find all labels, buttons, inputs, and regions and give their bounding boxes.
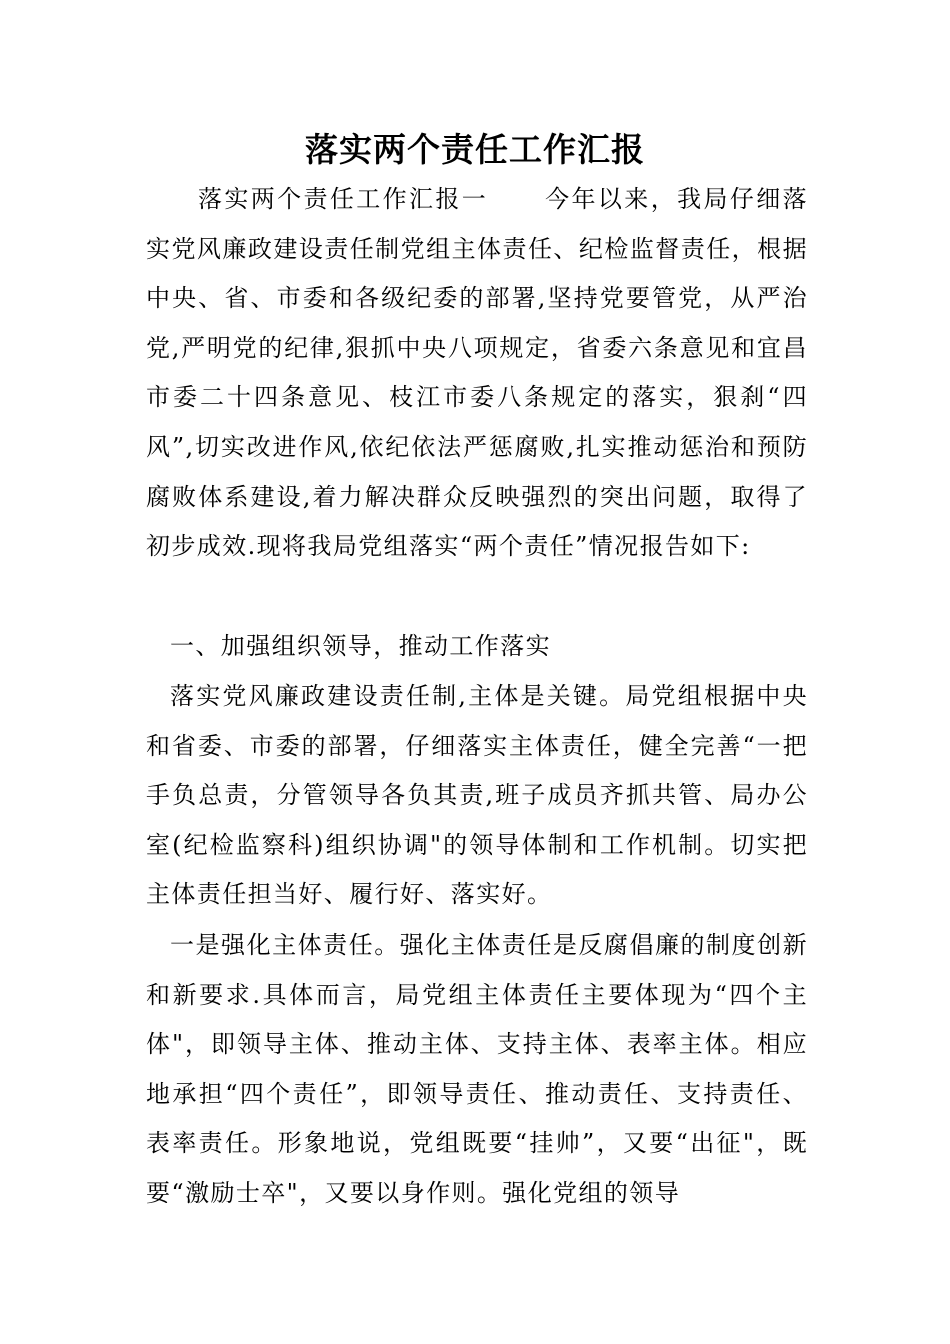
paragraph-intro bbox=[146, 175, 808, 572]
paragraph-lead: 落实两个责任工作汇报一 bbox=[198, 185, 489, 213]
paragraph-responsibility-system: 落实党风廉政建设责任制,主体是关键。局党组根据中央和省委、市委的部署，仔细落实主体责任，健全完善“一把手负总责，分管领导各负其责,班子成员齐抓共管、局办公室(纪检监察科)组织协调"的领导体制和工作机制。切实把主体责任担当好、履行好、落实好。 bbox=[146, 682, 808, 909]
paragraph-intro-text: 今年以来，我局仔细落实党风廉政建设责任制党组主体责任、纪检监督责任，根据中央、省、市委和各级纪委的部署,坚持党要管党，从严治党,严明党的纪律,狠抓中央八项规定，省委六条意见和宜昌市委二十四条意见、枝江市委八条规定的落实，狠刹“四风”,切实改进作风,依纪依法严惩腐败,扎实推动惩治和预防腐败体系建设,着力解决群众反映强烈的突出问题，取得了初步成效.现将我局党组落实“两个责任”情况报告如下: bbox=[146, 185, 808, 561]
section-heading-1: 一、加强组织领导，推动工作落实 bbox=[170, 632, 551, 660]
paragraph-main-responsibility: 一是强化主体责任。强化主体责任是反腐倡廉的制度创新和新要求.具体而言，局党组主体责任主要体现为“四个主体"，即领导主体、推动主体、支持主体、表率主体。相应地承担“四个责任”，即领导责任、推动责任、支持责任、表率责任。形象地说，党组既要“挂帅”，又要“出征"，既要“激励士卒"，又要以身作则。强化党组的领导 bbox=[146, 931, 808, 1207]
document-title: 落实两个责任工作汇报 bbox=[305, 130, 645, 169]
